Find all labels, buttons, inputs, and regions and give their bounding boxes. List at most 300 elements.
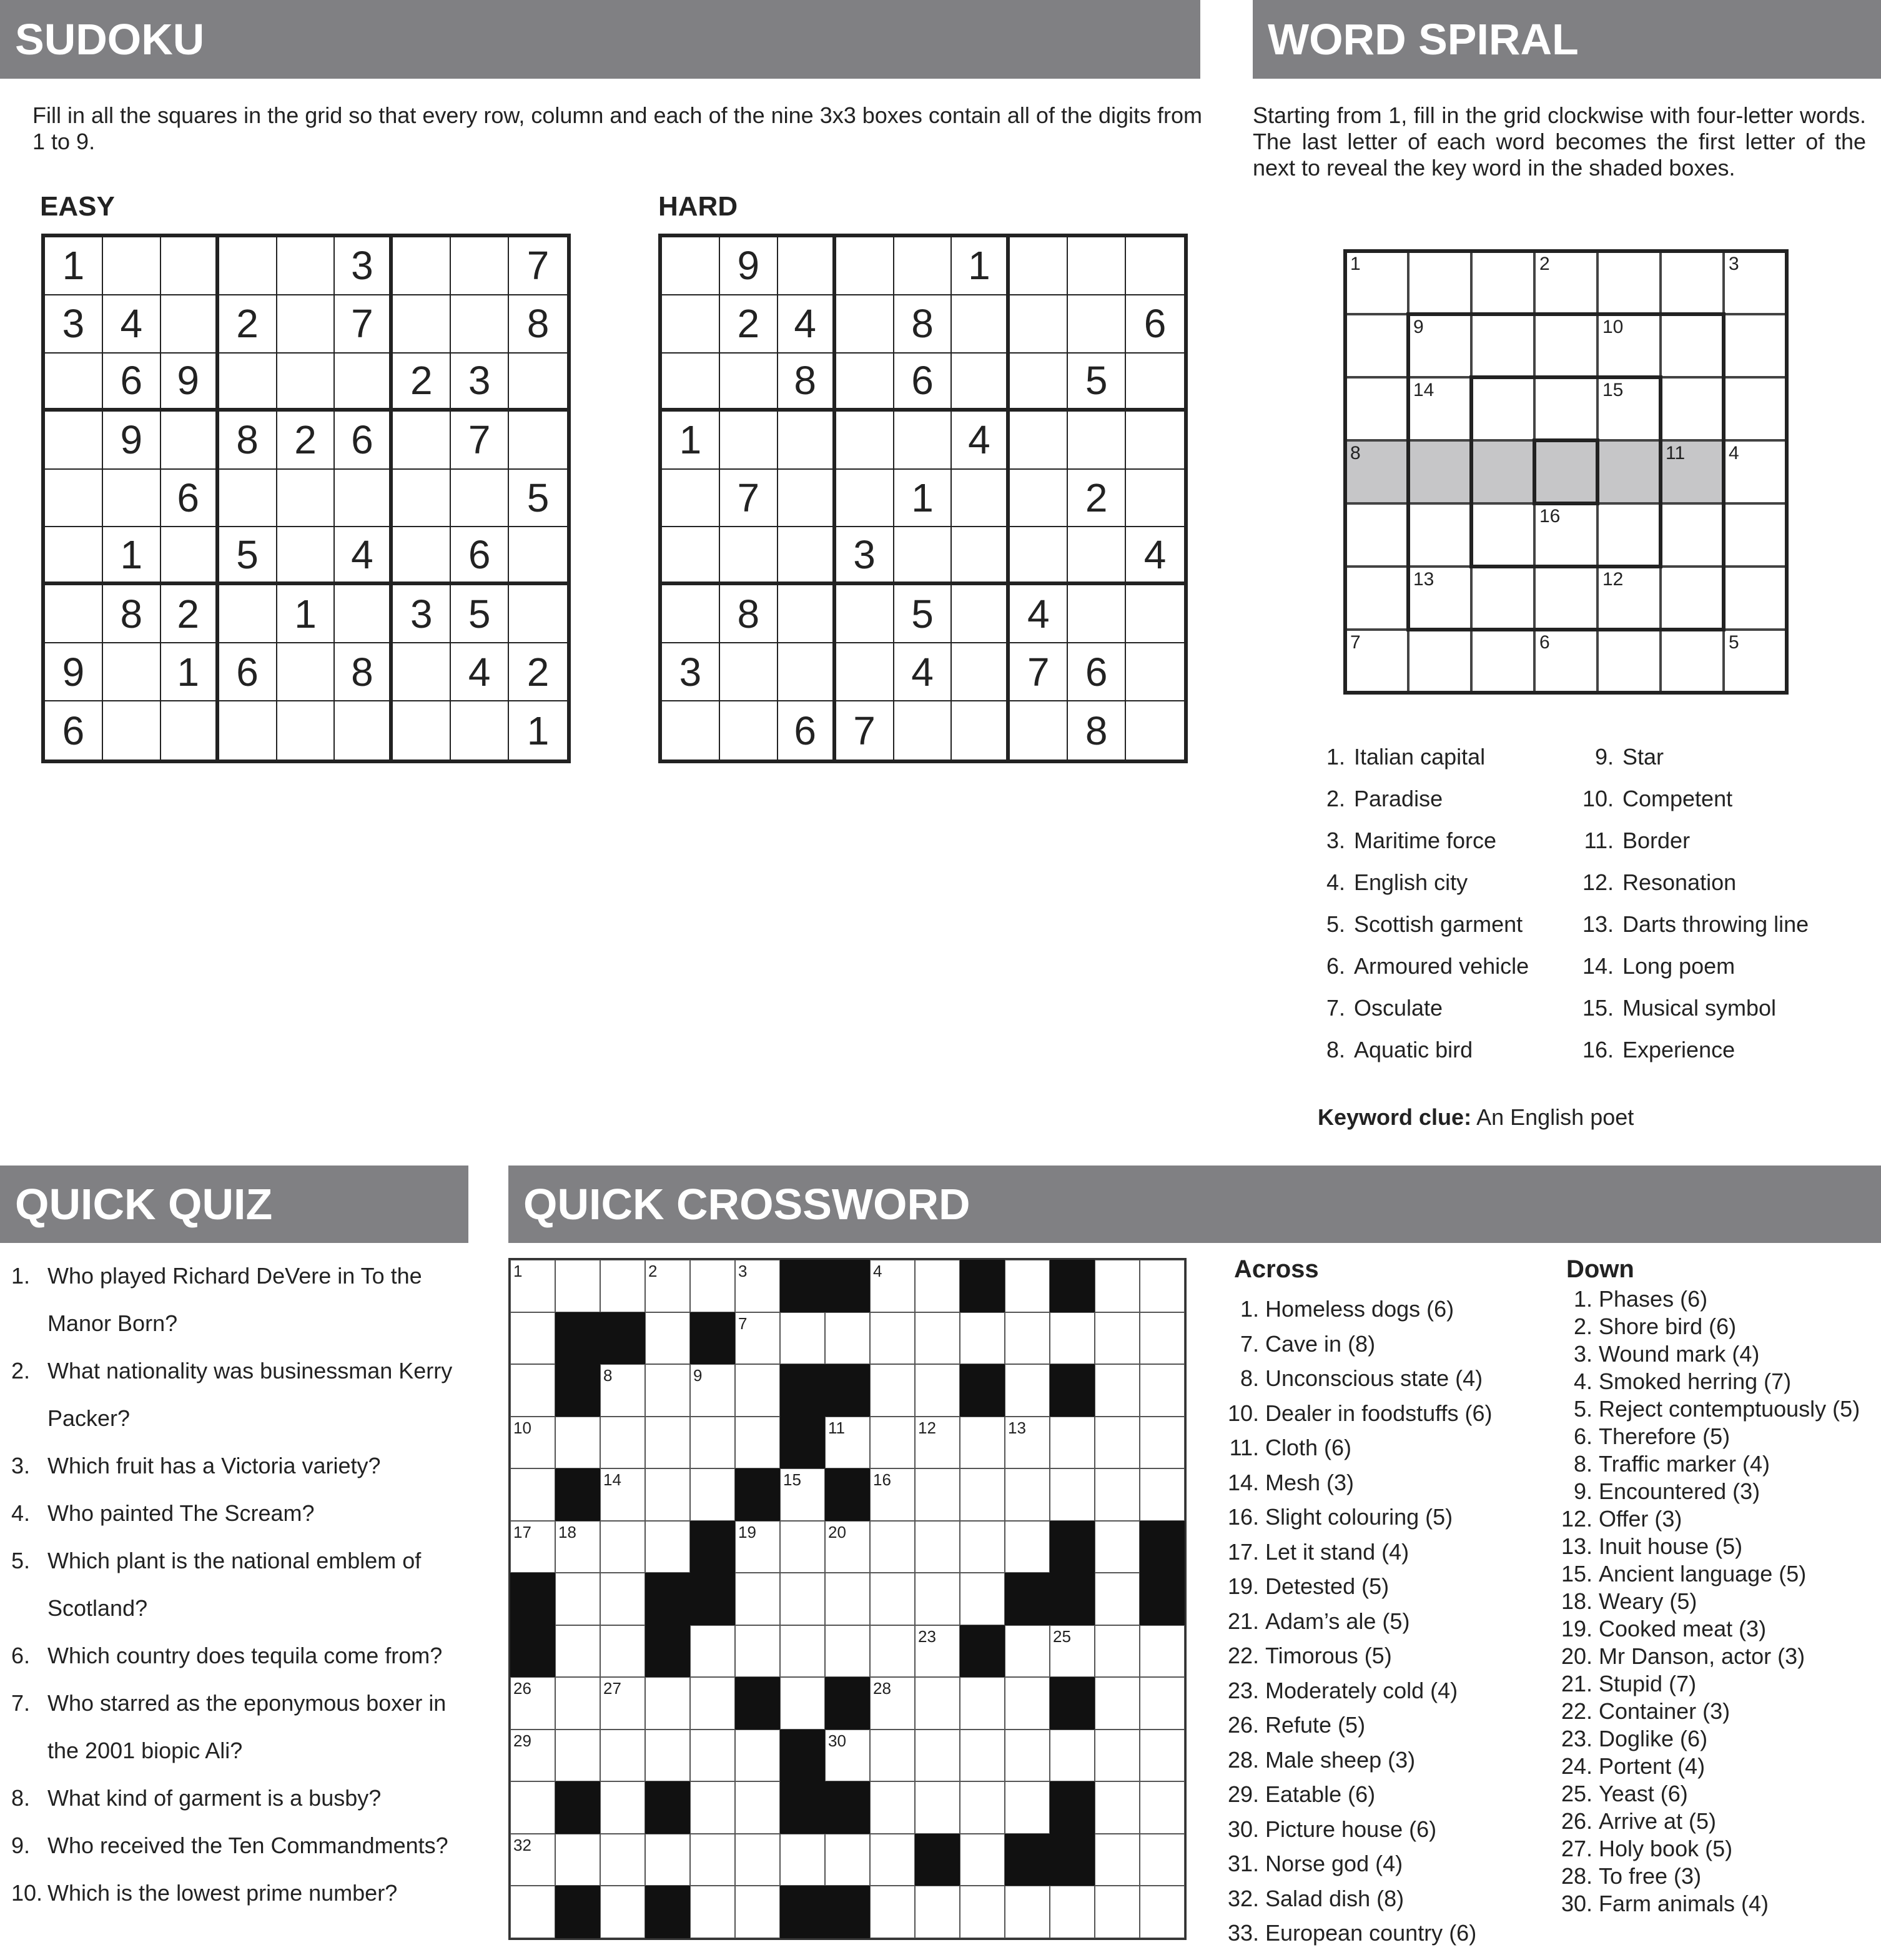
crossword-cell[interactable] [870,1677,915,1730]
crossword-cell[interactable] [1005,1521,1050,1573]
crossword-cell[interactable] [780,1573,825,1625]
sudoku-cell[interactable] [393,701,451,760]
crossword-cell[interactable] [690,1260,735,1312]
crossword-cell[interactable] [735,1886,780,1938]
crossword-cell[interactable] [510,1260,555,1312]
crossword-cell[interactable] [1095,1781,1140,1834]
sudoku-cell[interactable]: 4 [335,527,393,585]
sudoku-cell[interactable]: 7 [836,701,894,760]
crossword-cell[interactable] [1140,1260,1185,1312]
sudoku-cell[interactable]: 1 [103,527,161,585]
crossword-cell[interactable] [870,1468,915,1521]
sudoku-cell[interactable] [161,701,219,760]
sudoku-cell[interactable]: 6 [451,527,509,585]
crossword-cell[interactable] [690,1677,735,1730]
crossword-cell[interactable] [915,1312,960,1365]
crossword-cell[interactable] [600,1730,645,1782]
sudoku-cell[interactable] [952,354,1010,412]
sudoku-cell[interactable] [952,585,1010,643]
crossword-cell[interactable] [600,1781,645,1834]
crossword-cell[interactable] [825,1417,870,1469]
crossword-cell[interactable] [690,1417,735,1469]
crossword-cell[interactable] [870,1260,915,1312]
crossword-cell[interactable] [555,1573,600,1625]
sudoku-cell[interactable] [662,527,720,585]
sudoku-cell[interactable]: 9 [161,354,219,412]
sudoku-cell[interactable] [103,701,161,760]
sudoku-cell[interactable] [662,354,720,412]
sudoku-cell[interactable]: 2 [1068,470,1126,528]
crossword-cell[interactable] [1095,1886,1140,1938]
crossword-cell[interactable] [825,1521,870,1573]
crossword-cell[interactable] [780,1834,825,1886]
sudoku-cell[interactable] [836,237,894,295]
crossword-cell[interactable] [645,1834,690,1886]
crossword-cell[interactable] [645,1417,690,1469]
sudoku-cell[interactable]: 3 [45,295,103,354]
crossword-cell[interactable] [555,1677,600,1730]
sudoku-cell[interactable]: 3 [836,527,894,585]
sudoku-cell[interactable]: 6 [219,643,277,701]
crossword-cell[interactable] [1095,1417,1140,1469]
sudoku-cell[interactable] [451,701,509,760]
sudoku-cell[interactable] [393,295,451,354]
sudoku-cell[interactable]: 6 [778,701,836,760]
sudoku-cell[interactable]: 1 [662,412,720,470]
sudoku-cell[interactable] [1068,295,1126,354]
crossword-cell[interactable] [510,1781,555,1834]
crossword-cell[interactable] [960,1886,1005,1938]
crossword-cell[interactable] [780,1677,825,1730]
crossword-cell[interactable] [825,1312,870,1365]
sudoku-cell[interactable]: 2 [219,295,277,354]
crossword-cell[interactable] [1005,1781,1050,1834]
crossword-cell[interactable] [1095,1834,1140,1886]
sudoku-cell[interactable]: 1 [894,470,952,528]
crossword-cell[interactable] [870,1521,915,1573]
crossword-cell[interactable] [1005,1677,1050,1730]
sudoku-cell[interactable]: 6 [894,354,952,412]
sudoku-cell[interactable] [103,643,161,701]
sudoku-cell[interactable] [1126,354,1184,412]
crossword-cell[interactable] [825,1573,870,1625]
sudoku-cell[interactable]: 2 [393,354,451,412]
sudoku-cell[interactable] [1068,412,1126,470]
sudoku-cell[interactable]: 5 [451,585,509,643]
sudoku-cell[interactable]: 1 [277,585,335,643]
sudoku-cell[interactable] [277,643,335,701]
sudoku-cell[interactable] [45,412,103,470]
crossword-cell[interactable] [1095,1521,1140,1573]
sudoku-cell[interactable] [161,412,219,470]
crossword-cell[interactable] [1140,1468,1185,1521]
sudoku-cell[interactable]: 5 [1068,354,1126,412]
crossword-cell[interactable] [870,1364,915,1417]
sudoku-cell[interactable]: 4 [451,643,509,701]
crossword-cell[interactable] [780,1521,825,1573]
crossword-cell[interactable] [1005,1260,1050,1312]
crossword-cell[interactable] [870,1417,915,1469]
sudoku-cell[interactable] [335,701,393,760]
sudoku-cell[interactable] [393,527,451,585]
sudoku-cell[interactable] [952,470,1010,528]
crossword-cell[interactable] [555,1521,600,1573]
crossword-cell[interactable] [1095,1312,1140,1365]
crossword-cell[interactable] [690,1781,735,1834]
crossword-cell[interactable] [1005,1364,1050,1417]
sudoku-cell[interactable] [277,701,335,760]
sudoku-cell[interactable] [1010,527,1068,585]
crossword-cell[interactable] [870,1781,915,1834]
sudoku-cell[interactable] [335,354,393,412]
sudoku-cell[interactable] [662,295,720,354]
crossword-cell[interactable] [915,1886,960,1938]
crossword-cell[interactable] [510,1521,555,1573]
crossword-cell[interactable] [645,1521,690,1573]
crossword-cell[interactable] [1050,1625,1095,1678]
crossword-cell[interactable] [690,1730,735,1782]
sudoku-cell[interactable] [103,237,161,295]
sudoku-cell[interactable] [219,701,277,760]
crossword-cell[interactable] [825,1730,870,1782]
sudoku-cell[interactable] [778,585,836,643]
crossword-cell[interactable] [735,1573,780,1625]
sudoku-cell[interactable] [335,585,393,643]
crossword-cell[interactable] [645,1730,690,1782]
sudoku-cell[interactable] [277,237,335,295]
crossword-cell[interactable] [690,1364,735,1417]
crossword-cell[interactable] [870,1625,915,1678]
sudoku-cell[interactable]: 5 [509,470,567,528]
crossword-cell[interactable] [960,1573,1005,1625]
crossword-cell[interactable] [1095,1364,1140,1417]
sudoku-cell[interactable] [161,237,219,295]
crossword-cell[interactable] [555,1730,600,1782]
crossword-cell[interactable] [600,1625,645,1678]
sudoku-cell[interactable] [1126,237,1184,295]
sudoku-cell[interactable]: 6 [161,470,219,528]
sudoku-cell[interactable] [219,354,277,412]
sudoku-cell[interactable] [277,527,335,585]
sudoku-cell[interactable] [277,470,335,528]
sudoku-cell[interactable] [1010,470,1068,528]
crossword-cell[interactable] [1140,1834,1185,1886]
sudoku-cell[interactable] [720,701,778,760]
sudoku-cell[interactable]: 8 [219,412,277,470]
crossword-cell[interactable] [690,1834,735,1886]
crossword-cell[interactable] [1005,1886,1050,1938]
sudoku-cell[interactable]: 1 [161,643,219,701]
crossword-cell[interactable] [510,1312,555,1365]
sudoku-cell[interactable] [509,354,567,412]
crossword-cell[interactable] [1140,1677,1185,1730]
sudoku-cell[interactable] [451,295,509,354]
sudoku-cell[interactable]: 3 [662,643,720,701]
sudoku-cell[interactable]: 4 [952,412,1010,470]
sudoku-cell[interactable] [393,237,451,295]
sudoku-cell[interactable] [662,470,720,528]
crossword-cell[interactable] [960,1312,1005,1365]
sudoku-cell[interactable]: 8 [778,354,836,412]
crossword-cell[interactable] [645,1468,690,1521]
crossword-cell[interactable] [780,1312,825,1365]
sudoku-cell[interactable] [952,295,1010,354]
crossword-cell[interactable] [1095,1468,1140,1521]
sudoku-cell[interactable]: 2 [509,643,567,701]
crossword-cell[interactable] [735,1625,780,1678]
crossword-cell[interactable] [915,1364,960,1417]
sudoku-cell[interactable]: 2 [277,412,335,470]
crossword-cell[interactable] [870,1730,915,1782]
sudoku-cell[interactable] [952,643,1010,701]
crossword-cell[interactable] [1140,1312,1185,1365]
sudoku-cell[interactable] [836,470,894,528]
sudoku-cell[interactable] [662,585,720,643]
sudoku-cell[interactable] [509,412,567,470]
sudoku-cell[interactable] [1010,701,1068,760]
crossword-cell[interactable] [1050,1730,1095,1782]
crossword-cell[interactable] [1050,1312,1095,1365]
sudoku-cell[interactable] [778,237,836,295]
crossword-cell[interactable] [735,1417,780,1469]
sudoku-cell[interactable] [836,585,894,643]
sudoku-cell[interactable] [778,470,836,528]
sudoku-cell[interactable]: 1 [526,708,550,753]
crossword-cell[interactable] [915,1521,960,1573]
crossword-cell[interactable] [510,1834,555,1886]
crossword-cell[interactable] [735,1730,780,1782]
crossword-cell[interactable] [960,1417,1005,1469]
sudoku-cell[interactable]: 8 [1068,701,1126,760]
crossword-cell[interactable] [1005,1625,1050,1678]
crossword-cell[interactable] [1050,1417,1095,1469]
sudoku-cell[interactable]: 6 [45,701,103,760]
sudoku-cell[interactable] [836,412,894,470]
crossword-cell[interactable] [915,1730,960,1782]
sudoku-cell[interactable]: 6 [1068,643,1126,701]
sudoku-cell[interactable]: 9 [720,237,778,295]
crossword-cell[interactable] [960,1677,1005,1730]
sudoku-cell[interactable] [662,701,720,760]
crossword-cell[interactable] [600,1573,645,1625]
sudoku-cell[interactable]: 3 [335,237,393,295]
crossword-cell[interactable] [735,1521,780,1573]
crossword-cell[interactable] [600,1834,645,1886]
crossword-cell[interactable] [645,1677,690,1730]
sudoku-cell[interactable] [662,237,720,295]
sudoku-cell[interactable] [1068,527,1126,585]
crossword-cell[interactable] [510,1730,555,1782]
crossword-cell[interactable] [915,1625,960,1678]
crossword-cell[interactable] [600,1260,645,1312]
crossword-cell[interactable] [1005,1417,1050,1469]
crossword-cell[interactable] [600,1417,645,1469]
sudoku-cell[interactable] [509,527,567,585]
crossword-cell[interactable] [1095,1677,1140,1730]
sudoku-cell[interactable]: 6 [1126,295,1184,354]
crossword-cell[interactable] [1005,1312,1050,1365]
crossword-cell[interactable] [960,1781,1005,1834]
sudoku-cell[interactable]: 7 [1010,643,1068,701]
crossword-cell[interactable] [1095,1730,1140,1782]
sudoku-cell[interactable] [894,701,952,760]
crossword-cell[interactable] [1140,1417,1185,1469]
sudoku-cell[interactable]: 6 [335,412,393,470]
crossword-cell[interactable] [690,1886,735,1938]
sudoku-cell[interactable] [1010,237,1068,295]
crossword-cell[interactable] [915,1468,960,1521]
crossword-cell[interactable] [555,1625,600,1678]
crossword-cell[interactable] [600,1364,645,1417]
sudoku-cell[interactable]: 4 [103,295,161,354]
sudoku-cell[interactable]: 7 [720,470,778,528]
sudoku-cell[interactable] [836,295,894,354]
sudoku-cell[interactable]: 3 [451,354,509,412]
sudoku-cell[interactable] [1126,701,1184,760]
sudoku-cell[interactable]: 9 [103,412,161,470]
sudoku-cell[interactable]: 4 [894,643,952,701]
crossword-cell[interactable] [645,1260,690,1312]
crossword-cell[interactable] [1140,1886,1185,1938]
sudoku-cell[interactable] [894,237,952,295]
sudoku-cell[interactable]: 3 [393,585,451,643]
sudoku-cell[interactable] [778,412,836,470]
sudoku-cell[interactable] [1010,354,1068,412]
sudoku-cell[interactable]: 8 [509,295,567,354]
crossword-cell[interactable] [960,1834,1005,1886]
sudoku-cell[interactable]: 8 [720,585,778,643]
sudoku-cell[interactable]: 5 [219,527,277,585]
sudoku-cell[interactable]: 2 [720,295,778,354]
crossword-cell[interactable] [645,1312,690,1365]
crossword-cell[interactable] [555,1260,600,1312]
crossword-cell[interactable] [690,1468,735,1521]
sudoku-cell[interactable] [393,470,451,528]
crossword-cell[interactable] [1095,1260,1140,1312]
sudoku-cell[interactable] [219,470,277,528]
sudoku-cell[interactable]: 4 [778,295,836,354]
crossword-cell[interactable] [915,1573,960,1625]
sudoku-cell[interactable]: 7 [451,412,509,470]
sudoku-cell[interactable]: 1 [952,237,1010,295]
crossword-cell[interactable] [510,1468,555,1521]
crossword-cell[interactable] [690,1625,735,1678]
sudoku-cell[interactable] [836,354,894,412]
crossword-cell[interactable] [1095,1625,1140,1678]
sudoku-cell[interactable] [952,527,1010,585]
sudoku-cell[interactable]: 4 [1010,585,1068,643]
sudoku-cell[interactable]: 7 [335,295,393,354]
crossword-cell[interactable] [735,1834,780,1886]
sudoku-cell[interactable] [393,412,451,470]
sudoku-cell[interactable] [451,470,509,528]
sudoku-cell[interactable] [219,585,277,643]
sudoku-cell[interactable] [1010,412,1068,470]
sudoku-cell[interactable] [720,354,778,412]
crossword-cell[interactable] [915,1781,960,1834]
crossword-cell[interactable] [600,1677,645,1730]
crossword-cell[interactable] [1050,1468,1095,1521]
sudoku-cell[interactable]: 5 [894,585,952,643]
sudoku-cell[interactable] [778,643,836,701]
sudoku-cell[interactable] [335,470,393,528]
sudoku-cell[interactable]: 7 [509,237,567,295]
crossword-cell[interactable] [555,1417,600,1469]
sudoku-cell[interactable] [778,527,836,585]
crossword-cell[interactable] [915,1677,960,1730]
crossword-cell[interactable] [870,1573,915,1625]
crossword-cell[interactable] [915,1417,960,1469]
sudoku-cell[interactable] [1126,470,1184,528]
sudoku-cell[interactable]: 4 [1126,527,1184,585]
sudoku-cell[interactable] [720,643,778,701]
sudoku-cell[interactable] [277,354,335,412]
sudoku-cell[interactable] [894,412,952,470]
sudoku-cell[interactable] [1068,585,1126,643]
crossword-cell[interactable] [870,1834,915,1886]
crossword-cell[interactable] [960,1521,1005,1573]
crossword-cell[interactable] [600,1521,645,1573]
sudoku-cell[interactable]: 6 [103,354,161,412]
sudoku-cell[interactable] [45,527,103,585]
crossword-cell[interactable] [1140,1781,1185,1834]
sudoku-cell[interactable] [720,527,778,585]
crossword-cell[interactable] [510,1364,555,1417]
sudoku-cell[interactable] [952,701,1010,760]
sudoku-cell[interactable] [894,527,952,585]
sudoku-cell[interactable] [1010,295,1068,354]
sudoku-cell[interactable] [103,470,161,528]
crossword-cell[interactable] [1005,1730,1050,1782]
crossword-cell[interactable] [510,1886,555,1938]
crossword-cell[interactable] [780,1468,825,1521]
crossword-cell[interactable] [780,1625,825,1678]
sudoku-cell[interactable] [509,585,567,643]
crossword-cell[interactable] [1050,1886,1095,1938]
sudoku-cell[interactable]: 8 [103,585,161,643]
crossword-cell[interactable] [825,1625,870,1678]
sudoku-cell[interactable] [161,295,219,354]
crossword-cell[interactable] [510,1677,555,1730]
sudoku-cell[interactable] [219,237,277,295]
sudoku-cell[interactable] [836,643,894,701]
sudoku-cell[interactable] [1126,585,1184,643]
sudoku-cell[interactable] [45,585,103,643]
crossword-cell[interactable] [1140,1625,1185,1678]
sudoku-cell[interactable] [1126,412,1184,470]
crossword-cell[interactable] [915,1260,960,1312]
sudoku-cell[interactable]: 8 [335,643,393,701]
crossword-cell[interactable] [645,1364,690,1417]
crossword-cell[interactable] [510,1417,555,1469]
crossword-cell[interactable] [735,1260,780,1312]
crossword-cell[interactable] [600,1886,645,1938]
sudoku-cell[interactable] [45,470,103,528]
sudoku-cell[interactable] [1126,643,1184,701]
crossword-cell[interactable] [960,1730,1005,1782]
sudoku-cell[interactable] [720,412,778,470]
crossword-cell[interactable] [735,1781,780,1834]
sudoku-cell[interactable]: 9 [45,643,103,701]
sudoku-cell[interactable]: 2 [161,585,219,643]
crossword-cell[interactable] [1005,1468,1050,1521]
sudoku-cell[interactable] [1068,237,1126,295]
crossword-cell[interactable] [555,1834,600,1886]
crossword-cell[interactable] [1095,1573,1140,1625]
crossword-cell[interactable] [1140,1730,1185,1782]
crossword-cell[interactable] [825,1834,870,1886]
crossword-cell[interactable] [735,1312,780,1365]
